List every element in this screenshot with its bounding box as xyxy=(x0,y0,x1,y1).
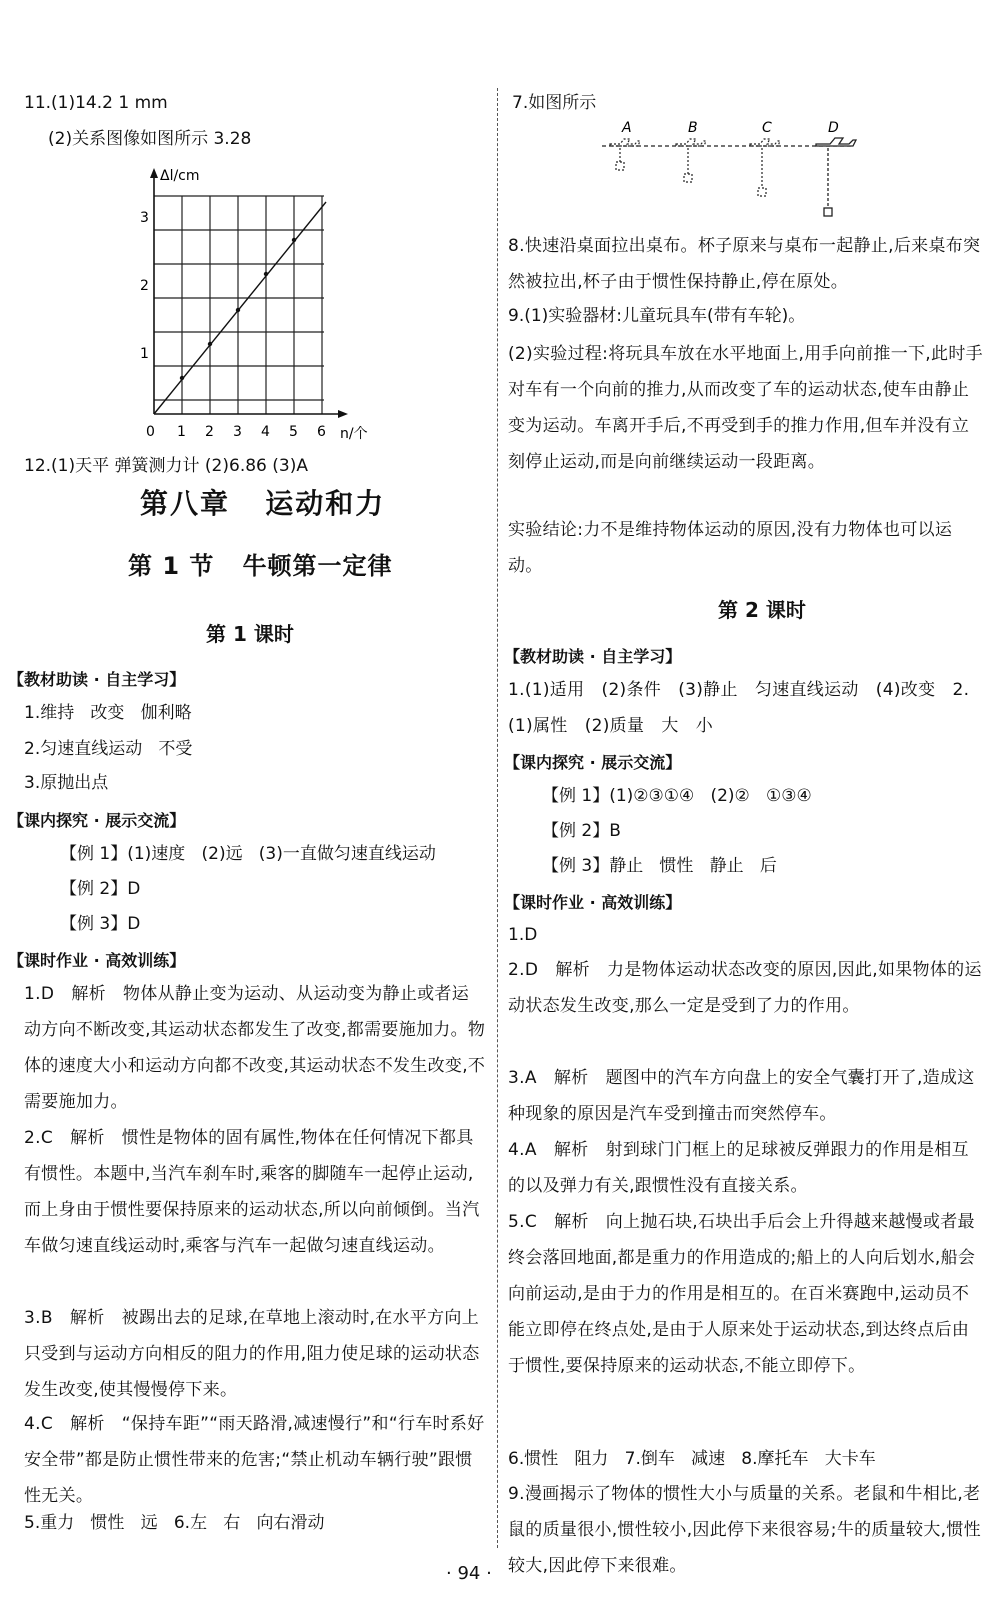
example-2: 【例 2】D xyxy=(60,879,141,899)
q12: 12.(1)天平 弹簧测力计 (2)6.86 (3)A xyxy=(24,456,308,476)
heading-homework-2: 【课时作业 · 高效训练】 xyxy=(504,893,682,912)
example-1-2: 【例 1】(1)②③①④ (2)② ①③④ xyxy=(542,786,812,806)
homework2-answer-3: 3.A 解析 题图中的汽车方向盘上的安全气囊打开了,造成这种现象的原因是汽车受到撞击而突然停车。 xyxy=(508,1068,975,1124)
data-point xyxy=(292,238,296,242)
x-tick: 2 xyxy=(205,424,214,440)
x-axis-arrow xyxy=(338,410,348,418)
x-tick: 1 xyxy=(177,424,186,440)
q11-part2: (2)关系图像如图所示 3.28 xyxy=(48,129,252,149)
example-3: 【例 3】D xyxy=(60,914,141,934)
figure-object-d xyxy=(816,138,856,216)
answer-9-process: (2)实验过程:将玩具车放在水平地面上,用手向前推一下,此时手对车有一个向前的推力,从而改变了车的运动状态,使车由静止变为运动。车离开手后,不再受到手的推力作用,但车并没有立刻停止运动,而是向前继续运动一段距离。 xyxy=(508,344,983,472)
motion-figure xyxy=(602,118,872,228)
example-3-2: 【例 3】静止 惯性 静止 后 xyxy=(542,856,777,876)
x-tick: 6 xyxy=(317,424,326,440)
homework2-answer-1: 1.D xyxy=(508,925,538,945)
x-axis-label: n/个 xyxy=(340,426,368,442)
answer-8: 8.快速沿桌面拉出桌布。杯子原来与桌布一起静止,后来桌布突然被拉出,杯子由于惯性保持静止,停在原处。 xyxy=(508,236,981,292)
y-axis-label: Δl/cm xyxy=(160,168,200,184)
page-number: · 94 · xyxy=(446,1563,492,1584)
column-divider xyxy=(497,88,499,1548)
y-tick: 3 xyxy=(140,210,149,226)
label-d: D xyxy=(828,120,839,136)
relation-graph xyxy=(130,164,370,444)
homework2-answer-4: 4.A 解析 射到球门门框上的足球被反弹跟力的作用是相互的以及弹力有关,跟惯性没有直接关系。 xyxy=(508,1140,969,1196)
self-study-answers-2: 1.(1)适用 (2)条件 (3)静止 匀速直线运动 (4)改变 2.(1)属性 (2)质量 大 小 xyxy=(508,680,970,736)
answer-2: 2.匀速直线运动 不受 xyxy=(24,739,193,759)
y-axis-arrow xyxy=(150,168,158,178)
data-point xyxy=(208,342,212,346)
x-tick: 5 xyxy=(289,424,298,440)
heading-homework: 【课时作业 · 高效训练】 xyxy=(8,951,186,970)
data-point xyxy=(236,308,240,312)
lesson-2-title: 第 2 课时 xyxy=(718,598,806,622)
homework-answer-1: 1.D 解析 物体从静止变为运动、从运动变为静止或者运动方向不断改变,其运动状态都发生了改变,都需要施加力。物体的速度大小和运动方向都不改变,其运动状态不发生改变,不需要施加力。 xyxy=(24,984,486,1112)
homework2-answer-2: 2.D 解析 力是物体运动状态改变的原因,因此,如果物体的运动状态发生改变,那么一定是受到了力的作用。 xyxy=(508,960,982,1016)
y-tick: 2 xyxy=(140,278,149,294)
grid xyxy=(154,196,324,414)
label-a: A xyxy=(622,120,632,136)
answer-1: 1.维持 改变 伽利略 xyxy=(24,703,192,723)
q11-part1: 11.(1)14.2 1 mm xyxy=(24,93,168,113)
homework2-answer-6-8: 6.惯性 阻力 7.倒车 减速 8.摩托车 大卡车 xyxy=(508,1449,876,1469)
lesson-title: 第 1 课时 xyxy=(206,622,294,646)
homework2-answer-5: 5.C 解析 向上抛石块,石块出手后会上升得越来越慢或者最终会落回地面,都是重力的作用造成的;船上的人向后划水,船会向前运动,是由于力的作用是相互的。在百米赛跑中,运动员不能立即停在终点处,是由于人原来处于运动状态,到达终点后由于惯性,要保持原来的运动状态,不能立即停下。 xyxy=(508,1212,976,1376)
homework-answer-2: 2.C 解析 惯性是物体的固有属性,物体在任何情况下都具有惯性。本题中,当汽车刹车时,乘客的脚随车一起停止运动,而上身由于惯性要保持原来的运动状态,所以向前倾倒。当汽车做匀速直线运动时,乘客与汽车一起做匀速直线运动。 xyxy=(24,1128,480,1256)
heading-class-inquiry-2: 【课内探究 · 展示交流】 xyxy=(504,753,682,772)
homework2-answer-9: 9.漫画揭示了物体的惯性大小与质量的关系。老鼠和牛相比,老鼠的质量很小,惯性较小,因此停下来很容易;牛的质量较大,惯性较大,因此停下来很难。 xyxy=(508,1484,981,1576)
answer-9-equipment: 9.(1)实验器材:儿童玩具车(带有车轮)。 xyxy=(508,306,806,326)
heading-self-study: 【教材助读 · 自主学习】 xyxy=(8,670,186,689)
example-2-2: 【例 2】B xyxy=(542,821,621,841)
label-c: C xyxy=(762,120,772,136)
heading-class-inquiry: 【课内探究 · 展示交流】 xyxy=(8,811,186,830)
answer-3: 3.原抛出点 xyxy=(24,773,109,793)
figure-object-a xyxy=(610,139,640,170)
chapter-title: 第八章 运动和力 xyxy=(140,487,386,520)
figure-object-c xyxy=(750,139,780,196)
label-b: B xyxy=(688,120,698,136)
y-tick: 1 xyxy=(140,346,149,362)
data-point xyxy=(264,272,268,276)
x-tick: 0 xyxy=(146,424,155,440)
homework-answer-5-6: 5.重力 惯性 远 6.左 右 向右滑动 xyxy=(24,1513,325,1533)
q7: 7.如图所示 xyxy=(512,93,597,113)
homework-answer-4: 4.C 解析 “保持车距”“雨天路滑,减速慢行”和“行车时系好安全带”都是防止惯性带来的危害;“禁止机动车辆行驶”跟惯性无关。 xyxy=(24,1414,485,1506)
x-tick: 4 xyxy=(261,424,270,440)
example-1: 【例 1】(1)速度 (2)远 (3)一直做匀速直线运动 xyxy=(60,844,436,864)
heading-self-study-2: 【教材助读 · 自主学习】 xyxy=(504,647,682,666)
answer-9-conclusion: 实验结论:力不是维持物体运动的原因,没有力物体也可以运动。 xyxy=(508,520,953,576)
x-tick: 3 xyxy=(233,424,242,440)
section-title: 第 1 节 牛顿第一定律 xyxy=(128,552,393,580)
fit-line xyxy=(154,202,326,414)
homework-answer-3: 3.B 解析 被踢出去的足球,在草地上滚动时,在水平方向上只受到与运动方向相反的阻力的作用,阻力使足球的运动状态发生改变,使其慢慢停下来。 xyxy=(24,1308,480,1400)
data-point xyxy=(180,376,184,380)
